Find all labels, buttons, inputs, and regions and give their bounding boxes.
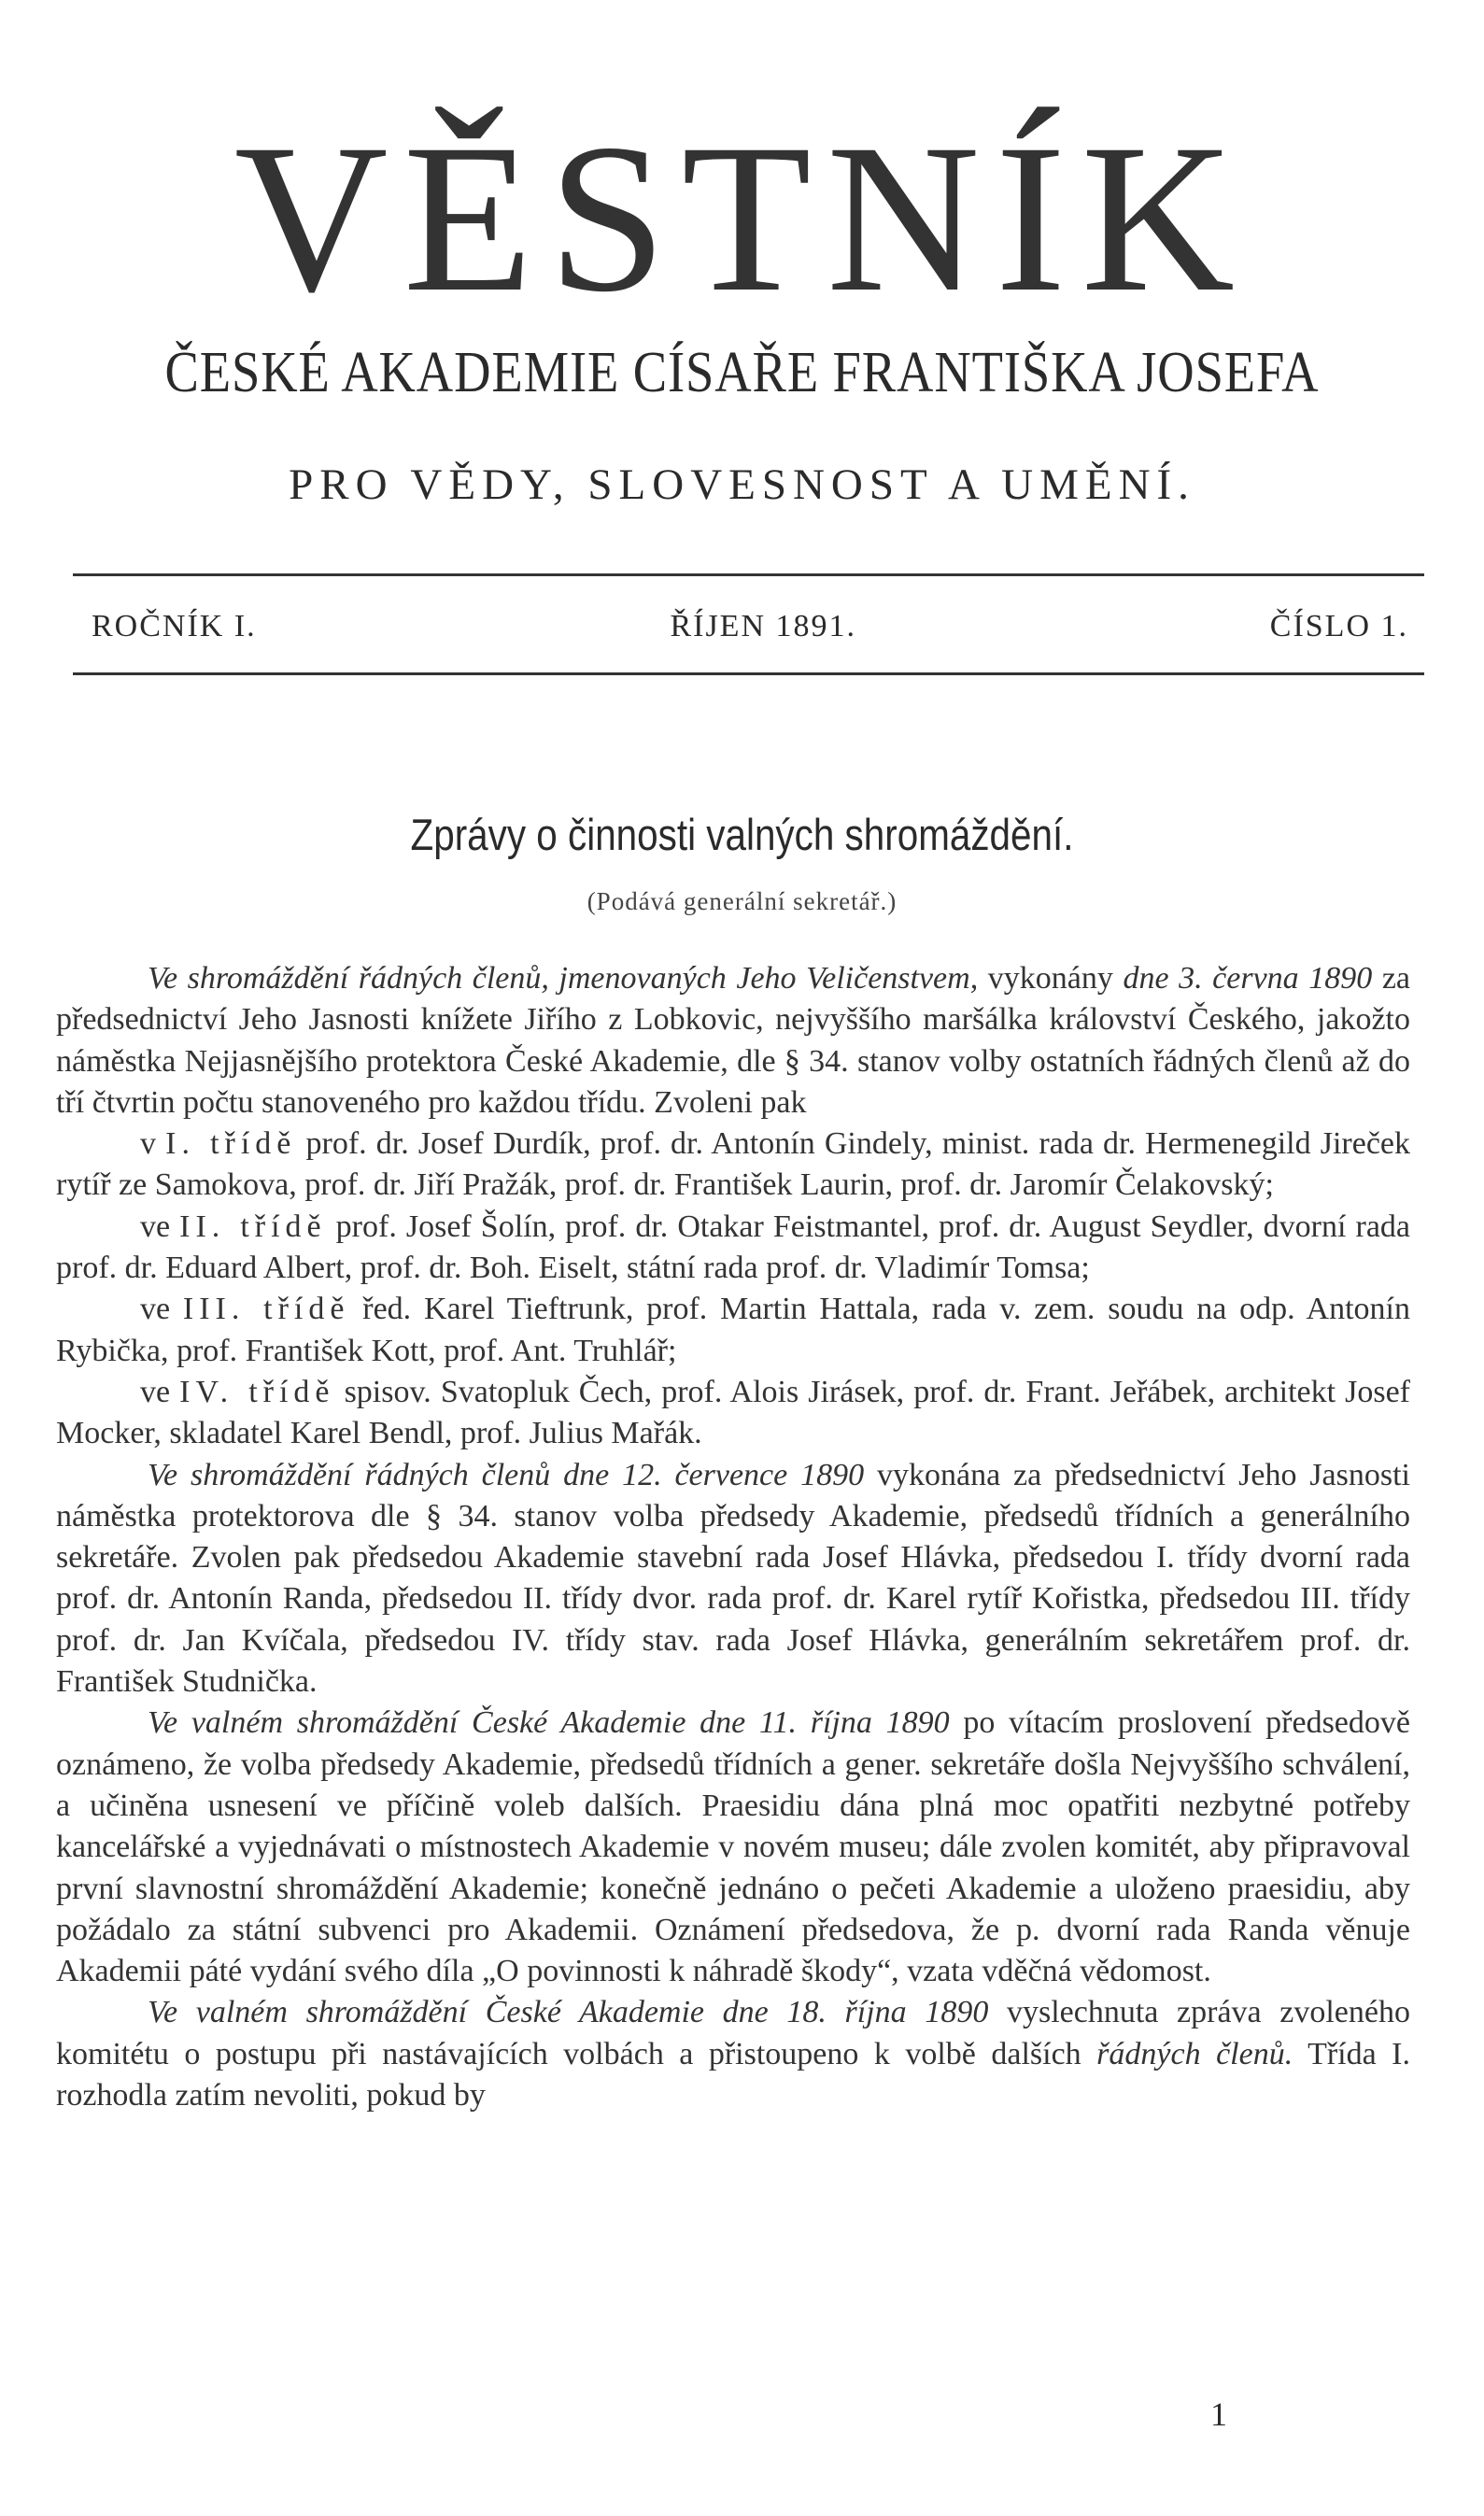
masthead-subtitle: ČESKÉ AKADEMIE CÍSAŘE FRANTIŠKA JOSEFA <box>164 341 1320 404</box>
paragraph-3-lead: Ve valném shromáždění České Akademie dne 11. října 1890 <box>148 1705 950 1741</box>
top-divider <box>73 573 1424 576</box>
issue-number: ČÍSLO 1. <box>1269 609 1408 643</box>
class-4-members <box>56 1372 1410 1455</box>
paragraph-1-date: dne 3. června 1890 <box>1123 961 1373 996</box>
body-text <box>56 958 1410 2116</box>
paragraph-3-text: po vítacím proslovení předsedově oznámeno, že volba předsedy Akademie, předsedů třídních a gener. sekretáře došla Nejvyššího schválení, a učiněna usnesení ve příčině voleb dalších. Praesidiu dána plná moc opatřiti nezbytné potřeby kancelářské a vyjednávati o místnostech Akademie v novém museu; dále zvolen komitét, aby připravoval první slavnostní shromáždění Akademie; konečně jednáno o pečeti Akademie a uloženo praesidiu, aby požádalo za státní subvenci pro Akademii. Oznámení předsedova, že p. dvorní rada Randa věnuje Akademii páté vydání svého díla „O povinnosti k náhradě škody“, vzata vděčná vědomost. <box>56 1705 1410 1989</box>
class-3-members <box>56 1289 1410 1372</box>
class-1-prefix: v <box>140 1126 166 1162</box>
paragraph-1-mid: vykonány <box>978 961 1124 996</box>
paragraph-3 <box>56 1703 1410 1992</box>
paragraph-4-mid: vyslechnuta zpráva zvoleného komitétu o postupu při nastávajících volbách a přistoupeno k volbě dalších <box>56 1995 1410 2071</box>
paragraph-4-lead: Ve valném shromáždění České Akademie dne 18. října 1890 <box>148 1995 989 2030</box>
class-1-members <box>56 1124 1410 1207</box>
paragraph-2 <box>56 1455 1410 1703</box>
class-4-text: spisov. Svatopluk Čech, prof. Alois Jirásek, prof. dr. Frant. Jeřábek, architekt Josef Mocker, skladatel Karel Bendl, prof. Julius Mařák. <box>56 1374 1410 1451</box>
class-4-label: IV. třídě <box>179 1374 335 1409</box>
paragraph-2-lead: Ve shromáždění řádných členů dne 12. července 1890 <box>148 1457 865 1492</box>
section-byline: (Podává generální sekretář.) <box>587 887 897 915</box>
paragraph-1-text: za předsednictví Jeho Jasnosti knížete Jiřího z Lobkovic, nejvyššího maršálka království Českého, jakožto náměstka Nejjasnějšího protektora České Akademie, dle § 34. stanov volby ostatních řádných členů až do tří čtvrtin počtu stanoveného pro každou třídu. Zvoleni pak <box>56 961 1411 1120</box>
paragraph-4-emphasis: řádných členů. <box>1096 2036 1293 2071</box>
paragraph-1-lead: Ve shromáždění řádných členů, jmenovaných Jeho Veličenstvem, <box>148 961 979 996</box>
page-number: 1 <box>1210 2396 1227 2433</box>
class-1-text: prof. dr. Josef Durdík, prof. dr. Antonín Gindely, minist. rada dr. Hermenegild Jireček rytíř ze Samokova, prof. dr. Jiří Pražák, prof. dr. František Laurin, prof. dr. Jaromír Čelakovský; <box>56 1126 1410 1203</box>
paragraph-4 <box>56 1992 1410 2116</box>
paragraph-2-text: vykonána za předsednictví Jeho Jasnosti náměstka protektorova dle § 34. stanov volba předsedy Akademie, předsedů třídních a generálního sekretáře. Zvolen pak předsedou Akademie stavební rada Josef Hlávka, předsedou I. třídy dvorní rada prof. dr. Antonín Randa, předsedou II. třídy dvor. rada prof. dr. Karel rytíř Kořistka, předsedou III. třídy prof. dr. Jan Kvíčala, předsedou IV. třídy stav. rada Josef Hlávka, generálním sekretářem prof. dr. František Studnička. <box>56 1457 1411 1700</box>
issue-date: ŘÍJEN 1891. <box>670 609 856 643</box>
class-2-label: II. třídě <box>179 1209 327 1244</box>
class-3-text: řed. Karel Tieftrunk, prof. Martin Hattala, rada v. zem. soudu na odp. Antonín Rybička, prof. František Kott, prof. Ant. Truhlář; <box>56 1292 1410 1368</box>
class-2-members <box>56 1207 1410 1290</box>
paragraph-1 <box>56 958 1410 1124</box>
masthead-subtitle-secondary: PRO VĚDY, SLOVESNOST A UMĚNÍ. <box>289 460 1195 509</box>
class-2-text: prof. Josef Šolín, prof. dr. Otakar Feistmantel, prof. dr. August Seydler, dvorní rada prof. dr. Eduard Albert, prof. dr. Boh. Eiselt, státní rada prof. dr. Vladimír Tomsa; <box>56 1209 1411 1286</box>
class-1-label: I. třídě <box>165 1126 297 1162</box>
class-4-prefix: ve <box>140 1374 180 1409</box>
issue-volume: ROČNÍK I. <box>92 609 257 643</box>
issue-info-row <box>92 609 1408 644</box>
masthead-title: VĚSTNÍK <box>233 101 1251 336</box>
section-heading: Zprávy o činnosti valných shromáždění. <box>410 810 1074 859</box>
class-3-prefix: ve <box>140 1292 183 1327</box>
paragraph-4-text: Třída I. rozhodla zatím nevoliti, pokud by <box>56 2036 1410 2113</box>
class-3-label: III. třídě <box>182 1292 350 1327</box>
class-2-prefix: ve <box>140 1209 180 1244</box>
bottom-divider <box>73 672 1424 675</box>
